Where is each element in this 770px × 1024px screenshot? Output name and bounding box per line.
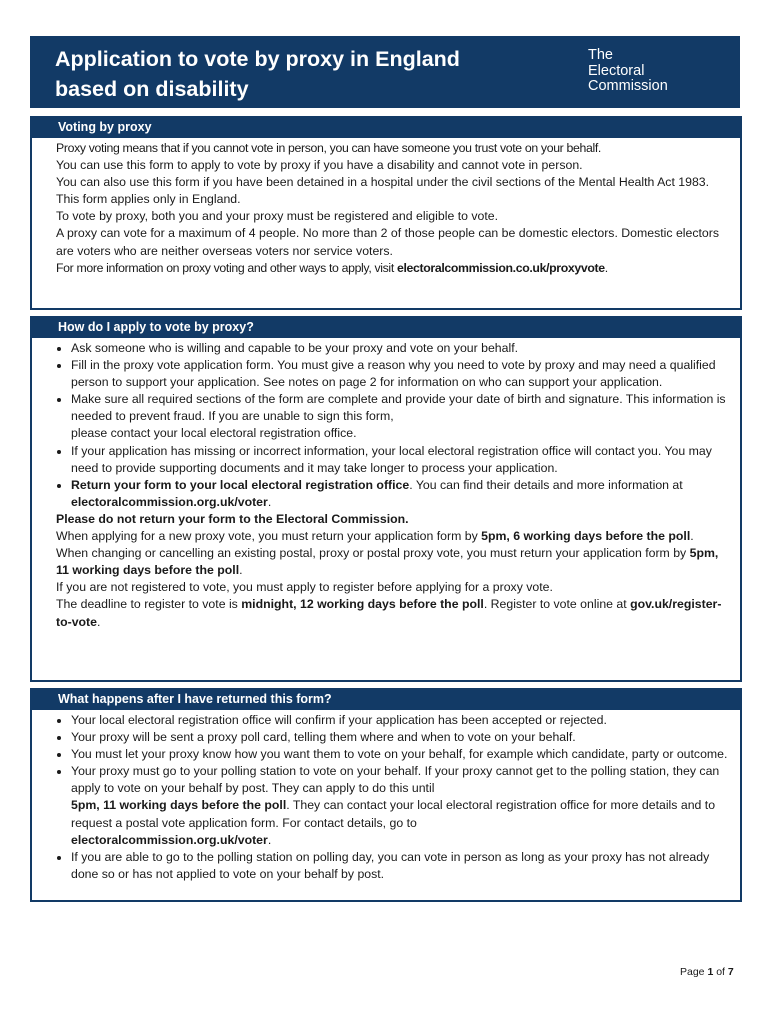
text: please contact your local electoral registration office. xyxy=(71,426,357,441)
page-header xyxy=(30,36,740,108)
text: Your proxy must go to your polling station to vote on your behalf. If your proxy cannot get to the polling station, they can apply to vote on your behalf by post. They can apply to do this until xyxy=(71,764,720,796)
text: . Register to vote online at xyxy=(483,597,631,612)
section-body xyxy=(32,710,740,887)
paragraph: If you are not registered to vote, you must apply to register before applying for a proxy vote. xyxy=(56,580,553,595)
current-page: 1 xyxy=(707,966,714,978)
section-body xyxy=(32,338,740,635)
page-title xyxy=(55,44,525,104)
text: . xyxy=(267,494,272,509)
text: midnight, 12 working days before the poll xyxy=(241,597,484,612)
list-item: • Fill in the proxy vote application form. You must give a reason why you need to vote by proxy and may need a qualified person to support your application. See notes on page 2 for information on who can support your application. xyxy=(71,357,730,391)
text: Make sure all required sections of the form are complete and provide your date of birth and signature. This information is needed to prevent fraud. If you are unable to sign this form, xyxy=(71,392,726,424)
text: When changing or cancelling an existing postal, proxy or postal proxy vote, you must return your application form by xyxy=(56,546,690,561)
list-item xyxy=(71,477,730,511)
list-item xyxy=(71,391,730,442)
text: . xyxy=(97,614,101,629)
section-how-to-apply xyxy=(30,316,742,682)
text: . xyxy=(604,260,608,275)
list-item: • If you are able to go to the polling station on polling day, you can vote in person as long as your proxy has not already done so or has not applied to vote on your behalf by post. xyxy=(71,849,730,883)
electoral-commission-logo xyxy=(588,48,668,95)
paragraph: A proxy can vote for a maximum of 4 people. No more than 2 of those people can be domestic electors. Domestic electors are voters who are neither overseas voters nor service voters. xyxy=(56,226,719,258)
list-item: • You must let your proxy know how you want them to vote on your behalf, for example which candidate, party or outcome. xyxy=(71,746,730,763)
logo-line-2: Electoral xyxy=(588,62,645,79)
text: . xyxy=(690,529,694,544)
section-heading: Voting by proxy xyxy=(32,116,740,138)
section-body xyxy=(32,138,740,281)
register-to-vote-link[interactable]: gov.uk/register-to-vote xyxy=(56,597,722,629)
voter-link[interactable]: electoralcommission.org.uk/voter xyxy=(71,832,268,847)
total-pages: 7 xyxy=(727,966,734,978)
logo-line-1: The xyxy=(588,47,613,63)
text: 5pm, 11 working days before the poll xyxy=(71,798,287,813)
paragraph xyxy=(56,596,730,630)
text: . You can find their details and more information at xyxy=(409,477,683,492)
warning-text: Please do not return your form to the Electoral Commission. xyxy=(56,511,409,526)
page-number xyxy=(680,966,734,978)
paragraph: This form applies only in England. xyxy=(56,192,241,207)
text: 5pm, 6 working days before the poll xyxy=(481,529,691,544)
text: When applying for a new proxy vote, you must return your application form by xyxy=(56,529,482,544)
bullet-list xyxy=(56,712,730,883)
section-heading: How do I apply to vote by proxy? xyxy=(32,316,740,338)
paragraph: To vote by proxy, both you and your proxy must be registered and eligible to vote. xyxy=(56,209,499,224)
title-line-2: based on disability xyxy=(55,77,249,101)
text: 5pm, 11 working days before the poll xyxy=(56,546,719,578)
paragraph xyxy=(56,528,730,545)
list-item: • If your application has missing or incorrect information, your local electoral registration office will contact you. You may need to provide supporting documents and it may take longer to process your application. xyxy=(71,443,730,477)
list-item: • Your proxy will be sent a proxy poll card, telling them where and when to vote on your behalf. xyxy=(71,729,730,746)
paragraph: Proxy voting means that if you cannot vote in person, you can have someone you trust vote on your behalf. xyxy=(56,141,601,155)
list-item xyxy=(71,763,730,848)
text: . xyxy=(267,832,272,847)
title-line-1: Application to vote by proxy in England xyxy=(55,47,460,71)
text: For more information on proxy voting and other ways to apply, visit xyxy=(56,260,397,275)
proxyvote-link[interactable]: electoralcommission.co.uk/proxyvote xyxy=(396,260,605,275)
list-item: • Ask someone who is willing and capable to be your proxy and vote on your behalf. xyxy=(71,340,730,357)
logo-line-3: Commission xyxy=(588,78,668,94)
voter-link[interactable]: electoralcommission.org.uk/voter xyxy=(71,494,268,509)
bullet-list xyxy=(56,340,730,511)
text: The deadline to register to vote is xyxy=(56,597,242,612)
paragraph xyxy=(56,260,730,277)
list-item: • Your local electoral registration office will confirm if your application has been accepted or rejected. xyxy=(71,712,730,729)
text: . xyxy=(239,563,243,578)
text: Page xyxy=(680,966,708,978)
section-voting-by-proxy xyxy=(30,116,742,310)
text: Return your form to your local electoral registration office xyxy=(71,477,410,492)
paragraph: You can also use this form if you have been detained in a hospital under the civil sections of the Mental Health Act 1983. xyxy=(56,175,710,190)
section-heading: What happens after I have returned this form? xyxy=(32,688,740,710)
paragraph: You can use this form to apply to vote by proxy if you have a disability and cannot vote in person. xyxy=(56,158,583,173)
paragraph xyxy=(56,545,730,579)
text: . They can contact your local electoral registration office for more details and to request a postal vote application form. For contact details, go to xyxy=(71,798,716,830)
text: of xyxy=(713,966,728,978)
section-what-happens-after xyxy=(30,688,742,902)
